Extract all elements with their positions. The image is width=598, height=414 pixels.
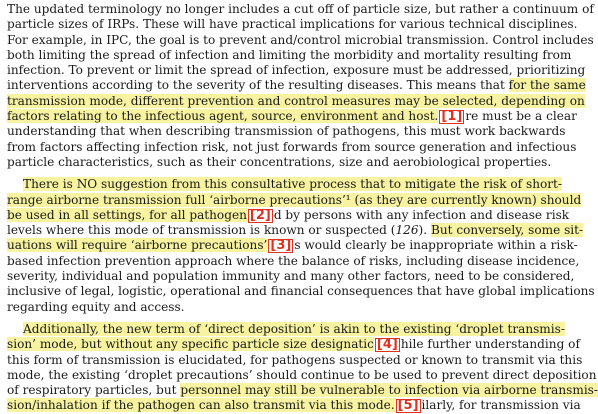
text-line xyxy=(7,284,595,299)
text-line xyxy=(7,47,572,63)
text-line xyxy=(7,78,586,93)
highlighted-text: But conversely, some sit- xyxy=(430,223,584,238)
text-line xyxy=(7,32,594,48)
body-text: d by persons with any infection and disease risk xyxy=(273,207,570,222)
body-text: from factors affecting infection risk, not just forwards from source generation and infectious xyxy=(7,139,577,154)
text-line xyxy=(7,93,585,109)
highlighted-text: range airborne transmission full ‘airborne precautions’¹ (as they are currently known) should xyxy=(7,192,582,207)
text-line xyxy=(7,17,578,32)
text-line xyxy=(7,124,566,139)
annotation-marker: [5] xyxy=(397,398,419,414)
body-text: of respiratory particles, but xyxy=(7,383,181,398)
body-text: re must be a clear xyxy=(465,109,577,124)
body-text: inclusive of legal, logistic, operational and financial consequences that have global implications xyxy=(7,284,595,299)
text-line xyxy=(7,253,580,269)
text-line xyxy=(7,207,570,223)
body-text: understanding that when describing transmission of pathogens, this must work backwards xyxy=(7,124,566,139)
highlighted-text: for the same xyxy=(508,78,586,93)
body-text: regarding equity and access. xyxy=(7,299,185,314)
text-line xyxy=(7,238,578,254)
annotation-marker: [3] xyxy=(270,238,292,254)
text-line xyxy=(7,352,583,368)
text-line xyxy=(7,223,584,238)
highlighted-text: Additionally, the new term of ‘direct deposition’ is akin to the existing ‘droplet transmis- xyxy=(23,321,565,336)
highlighted-text: transmission mode, different prevention and control measures may be selected, depending on xyxy=(7,93,585,108)
body-text: The updated terminology no longer includes a cut off of particle size, but rather a continuum of xyxy=(7,2,594,16)
highlighted-text: be used in all settings, for all pathogen xyxy=(7,207,247,222)
paragraph xyxy=(7,321,598,414)
body-text: mode, the existing ‘droplet precautions’ should continue to be used to prevent direct deposition xyxy=(7,367,597,382)
body-text: For example, in IPC, the goal is to prevent and/control microbial transmission. Control includes xyxy=(7,32,594,47)
text-line xyxy=(7,383,598,398)
body-text: interventions according to the severity of the resulting diseases. This means that xyxy=(7,78,509,93)
body-text: hile further understanding of xyxy=(400,337,580,352)
body-text: severity, individual and population immunity and many other factors, need to be considered, xyxy=(7,269,575,284)
text-line xyxy=(7,321,565,337)
body-text: ). xyxy=(418,223,431,238)
annotation-marker: [1] xyxy=(441,109,463,125)
body-text: levels where this mode of transmission is known or suspected ( xyxy=(7,223,396,238)
highlighted-text: uations will require ‘airborne precautions’ xyxy=(7,238,268,253)
body-text: infection. To prevent or limit the spread of infection, exposure must be addressed, prioritizing xyxy=(7,63,586,78)
highlighted-text: factors relating to the infectious agent, source, environment and host. xyxy=(7,109,439,124)
text-line xyxy=(7,177,562,192)
highlighted-text: There is NO suggestion from this consultative process that to mitigate the risk of short- xyxy=(23,177,562,192)
highlighted-text: sion/inhalation if the pathogen can also transmit via this mode. xyxy=(7,398,395,413)
annotation-marker: [4] xyxy=(376,337,398,353)
annotation-marker: [2] xyxy=(249,207,271,223)
highlighted-text: sion’ mode, but without any specific particle size designatic xyxy=(7,337,374,352)
citation-number: 126 xyxy=(395,223,419,238)
text-line xyxy=(7,154,552,170)
text-line xyxy=(7,337,580,353)
text-line xyxy=(7,300,500,315)
text-line xyxy=(7,2,594,17)
text-line xyxy=(7,269,575,284)
body-text: based infection prevention approach where the balance of risks, including disease incidence, xyxy=(7,253,580,268)
body-text: particle characteristics, such as their concentrations, size and aerobiological properties. xyxy=(7,154,552,169)
body-text: both limiting the spread of infection and limiting the morbidity and mortality resulting from xyxy=(7,47,572,62)
text-line xyxy=(7,367,597,383)
body-text: particle sizes of IRPs. These will have practical implications for various technical disciplines. xyxy=(7,17,578,32)
text-line xyxy=(7,398,581,414)
body-text: ilarly, for transmission via xyxy=(421,398,581,413)
body-text: this form of transmission is elucidated, for pathogens suspected or known to transmit via this xyxy=(7,352,583,367)
paragraph xyxy=(7,2,594,170)
text-line xyxy=(7,139,577,155)
paragraph xyxy=(7,177,595,315)
text-line xyxy=(7,63,586,78)
text-line xyxy=(7,109,577,125)
body-text: s would clearly be inappropriate within a risk- xyxy=(294,238,578,253)
highlighted-text: personnel may still be vulnerable to infection via airborne transmis- xyxy=(180,383,598,398)
text-line xyxy=(7,192,582,208)
